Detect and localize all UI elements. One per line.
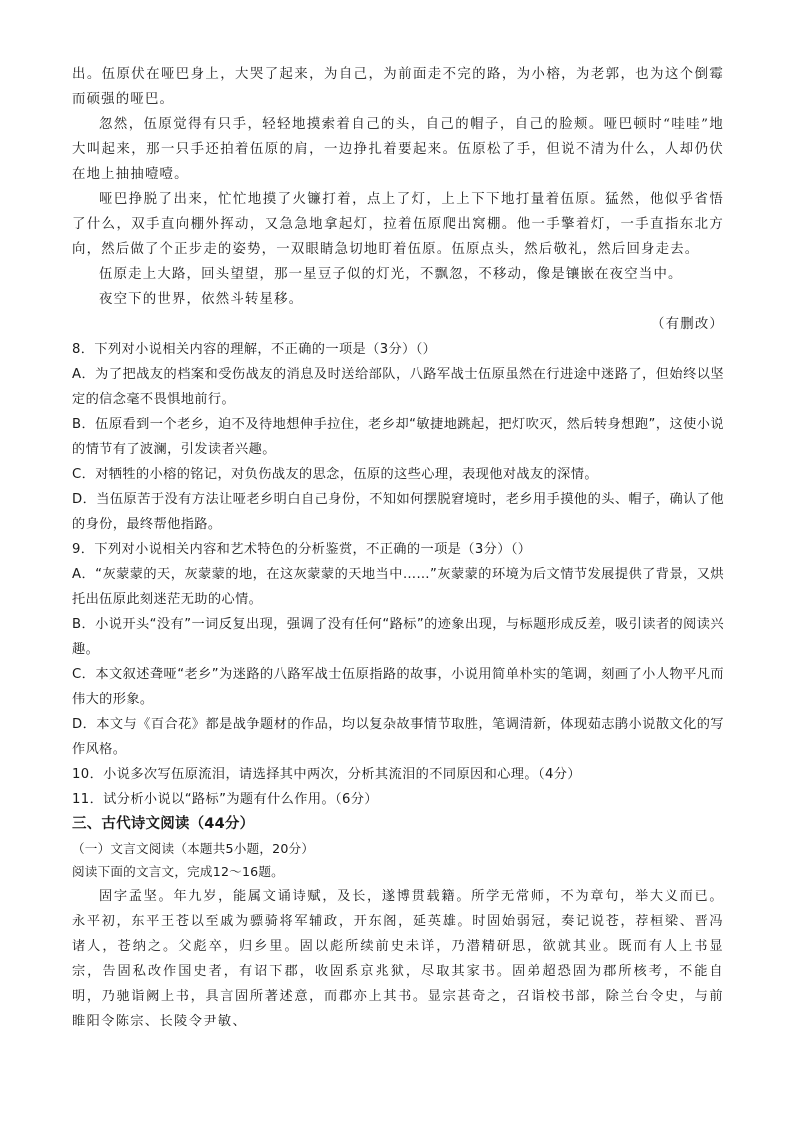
- question-8-stem: 8．下列对小说相关内容的理解，不正确的一项是（3分）（）: [72, 342, 437, 357]
- classical-text: 固字孟坚。年九岁，能属文诵诗赋，及长，遂博贯载籍。所学无常师，不为章句，举大义而已。永平初，东平王苍以至戚为骠骑将军辅政，开东阁，延英雄。时固始弱冠，奏记说苍，荐桓梁、晋冯诸人，苍纳之。父彪卒，归乡里。固以彪所续前史未详，乃潜精研思，欲就其业。既而有人上书显宗，告固私改作国史者，有诏下郡，收固系京兆狱，尽取其家书。固弟超恐固为郡所核考，不能自明，乃驰诣阙上书，具言固所著述意，而郡亦上其书。显宗甚奇之，召诣校书部，除兰台令史，与前睢阳令陈宗、长陵令尹敏、: [72, 889, 724, 1029]
- story-paragraph-3: 哑巴挣脱了出来，忙忙地摸了火镰打着，点上了灯，上上下下地打量着伍原。猛然，他似乎省悟了什么，双手直向棚外挥动，又急急地拿起灯，拉着伍原爬出窝棚。他一手擎着灯，一手直指东北方向，然后做了个正步走的姿势，一双眼睛急切地盯着伍原。伍原点头，然后敬礼，然后回身走去。: [72, 192, 724, 257]
- question-9-option-a: A．“灰蒙蒙的天，灰蒙蒙的地，在这灰蒙蒙的天地当中……”灰蒙蒙的环境为后文情节发展提供了背景，又烘托出伍原此刻迷茫无助的心情。: [72, 567, 724, 607]
- question-8-option-c: C．对牺牲的小榕的铭记，对负伤战友的思念，伍原的这些心理，表现他对战友的深情。: [72, 467, 598, 482]
- question-9-stem: 9．下列对小说相关内容和艺术特色的分析鉴赏，不正确的一项是（3分）（）: [72, 542, 532, 557]
- story-paragraph-2: 忽然，伍原觉得有只手，轻轻地摸索着自己的头，自己的帽子，自己的脸颊。哑巴顿时“哇哇”地大叫起来，那一只手还拍着伍原的肩，一边挣扎着要起来。伍原松了手，但说不清为什么，人却仍伏在地上抽抽噎噎。: [72, 117, 724, 182]
- story-paragraph-5: 夜空下的世界，依然斗转星移。: [99, 292, 304, 307]
- story-paragraph-4: 伍原走上大路，回头望望，那一星豆子似的灯光，不飘忽，不移动，像是镶嵌在夜空当中。: [99, 267, 683, 282]
- question-9-option-b: B．小说开头“没有”一词反复出现，强调了没有任何“路标”的迹象出现，与标题形成反差，吸引读者的阅读兴趣。: [72, 617, 724, 657]
- story-paragraph-1: 出。伍原伏在哑巴身上，大哭了起来，为自己，为前面走不完的路，为小榕，为老郭，也为这个倒霉而硕强的哑巴。: [72, 67, 724, 107]
- question-11: 11．试分析小说以“路标”为题有什么作用。（6分）: [72, 792, 378, 807]
- question-9-option-d: D．本文与《百合花》都是战争题材的作品，均以复杂故事情节取胜，笔调清新，体现茹志鹃小说散文化的写作风格。: [72, 717, 724, 757]
- question-10: 10．小说多次写伍原流泪，请选择其中两次，分析其流泪的不同原因和心理。（4分）: [72, 767, 581, 782]
- source-note: （有删改）: [651, 317, 724, 332]
- question-9-option-c: C．本文叙述聋哑“老乡”为迷路的八路军战士伍原指路的故事，小说用简单朴实的笔调，刻画了小人物平凡而伟大的形象。: [72, 667, 724, 707]
- section-3-title: 三、古代诗文阅读（44分）: [72, 816, 255, 832]
- reading-instruction: 阅读下面的文言文，完成12～16题。: [72, 864, 284, 879]
- question-8-option-a: A．为了把战友的档案和受伤战友的消息及时送给部队，八路军战士伍原虽然在行进途中迷路了，但始终以坚定的信念毫不畏惧地前行。: [72, 367, 724, 407]
- question-8-option-b: B．伍原看到一个老乡，迫不及待地想伸手拉住，老乡却“敏捷地跳起，把灯吹灭，然后转身想跑”，这使小说的情节有了波澜，引发读者兴趣。: [72, 417, 724, 457]
- question-8-option-d: D．当伍原苦于没有方法让哑老乡明白自己身份，不知如何摆脱窘境时，老乡用手摸他的头、帽子，确认了他的身份，最终帮他指路。: [72, 492, 724, 532]
- section-3-subtitle: （一）文言文阅读（本题共5小题，20分）: [72, 841, 315, 856]
